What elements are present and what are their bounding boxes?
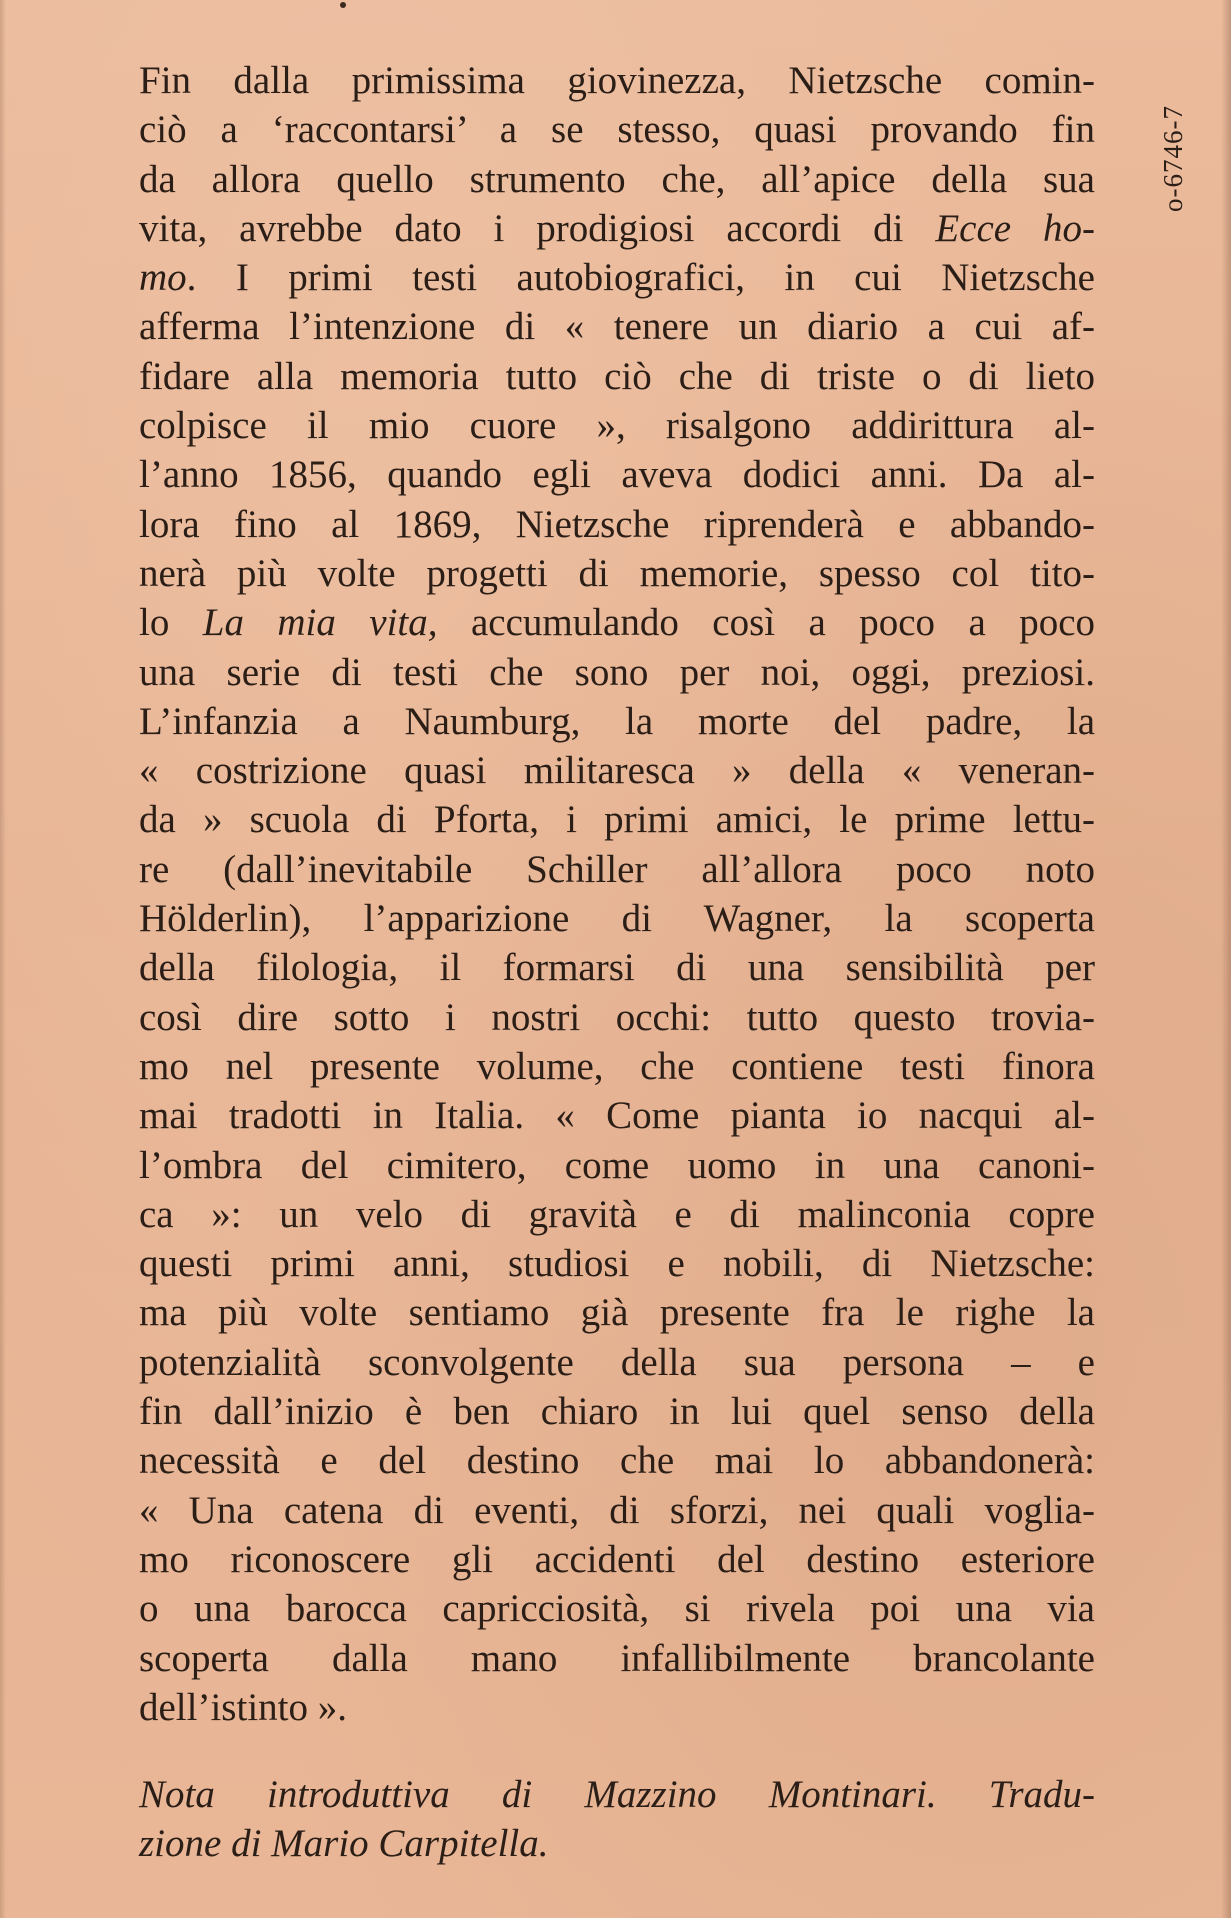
text-segment: . I primi testi autobiografici, in cui Nietzsche xyxy=(186,256,1095,300)
text-segment: così dire sotto i nostri occhi: tutto questo trovia- xyxy=(139,995,1095,1039)
text-line xyxy=(139,302,1095,351)
text-segment: re (dall’inevitabile Schiller all’allora poco noto xyxy=(139,847,1095,891)
text-line xyxy=(139,204,1095,253)
ink-speck xyxy=(340,2,346,8)
text-line xyxy=(139,697,1095,746)
text-segment: l’anno 1856, quando egli aveva dodici anni. Da al- xyxy=(139,453,1095,497)
text-line xyxy=(139,1535,1095,1584)
text-line xyxy=(139,1338,1095,1387)
text-segment: l’ombra del cimitero, come uomo in una canoni- xyxy=(139,1143,1095,1187)
text-segment: ma più volte sentiamo già presente fra le righe la xyxy=(139,1291,1095,1335)
text-segment: della filologia, il formarsi di una sensibilità per xyxy=(139,946,1095,990)
text-segment: una serie di testi che sono per noi, oggi, preziosi. xyxy=(139,650,1095,694)
text-segment: da » scuola di Pforta, i primi amici, le prime lettu- xyxy=(139,798,1095,842)
text-line xyxy=(139,56,1095,105)
text-segment: lora fino al 1869, Nietzsche riprenderà e abbando- xyxy=(139,502,1095,546)
text-segment: Fin dalla primissima giovinezza, Nietzsche comin- xyxy=(139,59,1095,102)
text-line xyxy=(139,1239,1095,1288)
text-segment: colpisce il mio cuore », risalgono addirittura al- xyxy=(139,404,1095,448)
page-edge-left xyxy=(0,0,6,1918)
text-line xyxy=(139,352,1095,401)
text-segment: o una barocca capricciosità, si rivela poi una via xyxy=(139,1587,1095,1631)
text-segment: questi primi anni, studiosi e nobili, di Nietzsche: xyxy=(139,1242,1095,1286)
text-segment: Hölderlin), l’apparizione di Wagner, la scoperta xyxy=(139,897,1095,941)
italic-title: Ecce ho- xyxy=(935,206,1095,250)
text-line xyxy=(139,450,1095,499)
text-line xyxy=(139,1486,1095,1535)
text-line xyxy=(139,795,1095,844)
text-line xyxy=(139,1634,1095,1683)
text-line xyxy=(139,894,1095,943)
text-line xyxy=(139,648,1095,697)
text-line xyxy=(139,549,1095,598)
text-line xyxy=(139,1091,1095,1140)
text-segment: fidare alla memoria tutto ciò che di triste o di lieto xyxy=(139,354,1095,398)
text-line xyxy=(139,1387,1095,1436)
text-segment: ca »: un velo di gravità e di malinconia copre xyxy=(139,1192,1095,1236)
text-line xyxy=(139,1584,1095,1633)
text-line xyxy=(139,105,1095,154)
text-line xyxy=(139,1288,1095,1337)
text-line xyxy=(139,155,1095,204)
blurb-paragraph xyxy=(139,56,1095,1732)
text-segment: necessità e del destino che mai lo abbandonerà: xyxy=(139,1439,1095,1483)
text-segment: accumulando così a poco a poco xyxy=(437,601,1096,645)
text-line xyxy=(139,1683,1095,1732)
italic-title: La mia vita, xyxy=(202,601,438,645)
text-line xyxy=(139,500,1095,549)
text-line xyxy=(139,1190,1095,1239)
text-line xyxy=(139,598,1095,647)
text-segment: « costrizione quasi militaresca » della « veneran- xyxy=(139,749,1095,793)
text-segment: mai tradotti in Italia. « Come pianta io nacqui al- xyxy=(139,1094,1095,1138)
text-segment: ciò a ‘raccontarsi’ a se stesso, quasi provando fin xyxy=(139,108,1095,152)
text-line xyxy=(139,1141,1095,1190)
text-segment: mo riconoscere gli accidenti del destino esteriore xyxy=(139,1537,1095,1581)
text-segment: mo nel presente volume, che contiene testi finora xyxy=(139,1044,1095,1088)
text-segment: L’infanzia a Naumburg, la morte del padre, la xyxy=(139,699,1095,743)
text-line xyxy=(139,845,1095,894)
text-line xyxy=(139,253,1095,302)
text-line xyxy=(139,1042,1095,1091)
text-segment: dell’istinto ». xyxy=(139,1685,347,1729)
page-edge-right xyxy=(1221,0,1231,1918)
text-segment: nerà più volte progetti di memorie, spesso col tito- xyxy=(139,551,1095,595)
text-line xyxy=(139,401,1095,450)
text-segment: afferma l’intenzione di « tenere un diario a cui af- xyxy=(139,305,1095,349)
text-segment: da allora quello strumento che, all’apice della sua xyxy=(139,157,1095,201)
text-segment: « Una catena di eventi, di sforzi, nei quali voglia- xyxy=(139,1488,1095,1532)
text-segment: potenzialità sconvolgente della sua persona – e xyxy=(139,1340,1095,1384)
text-line xyxy=(139,993,1095,1042)
text-line xyxy=(139,943,1095,992)
italic-title: mo xyxy=(139,256,187,300)
text-segment: vita, avrebbe dato i prodigiosi accordi di xyxy=(139,206,936,250)
text-line xyxy=(139,1436,1095,1485)
credits-line: Nota introduttiva di Mazzino Montinari. Tradu- xyxy=(139,1773,1095,1816)
text-line xyxy=(139,746,1095,795)
credits-line: zione di Mario Carpitella. xyxy=(139,1822,549,1866)
credits-note xyxy=(139,1770,1095,1869)
text-segment: scoperta dalla mano infallibilmente brancolante xyxy=(139,1636,1095,1680)
text-segment: lo xyxy=(139,601,203,645)
isbn-number: o-6746-7 xyxy=(1158,105,1188,212)
text-segment: fin dall’inizio è ben chiaro in lui quel senso della xyxy=(139,1390,1095,1434)
